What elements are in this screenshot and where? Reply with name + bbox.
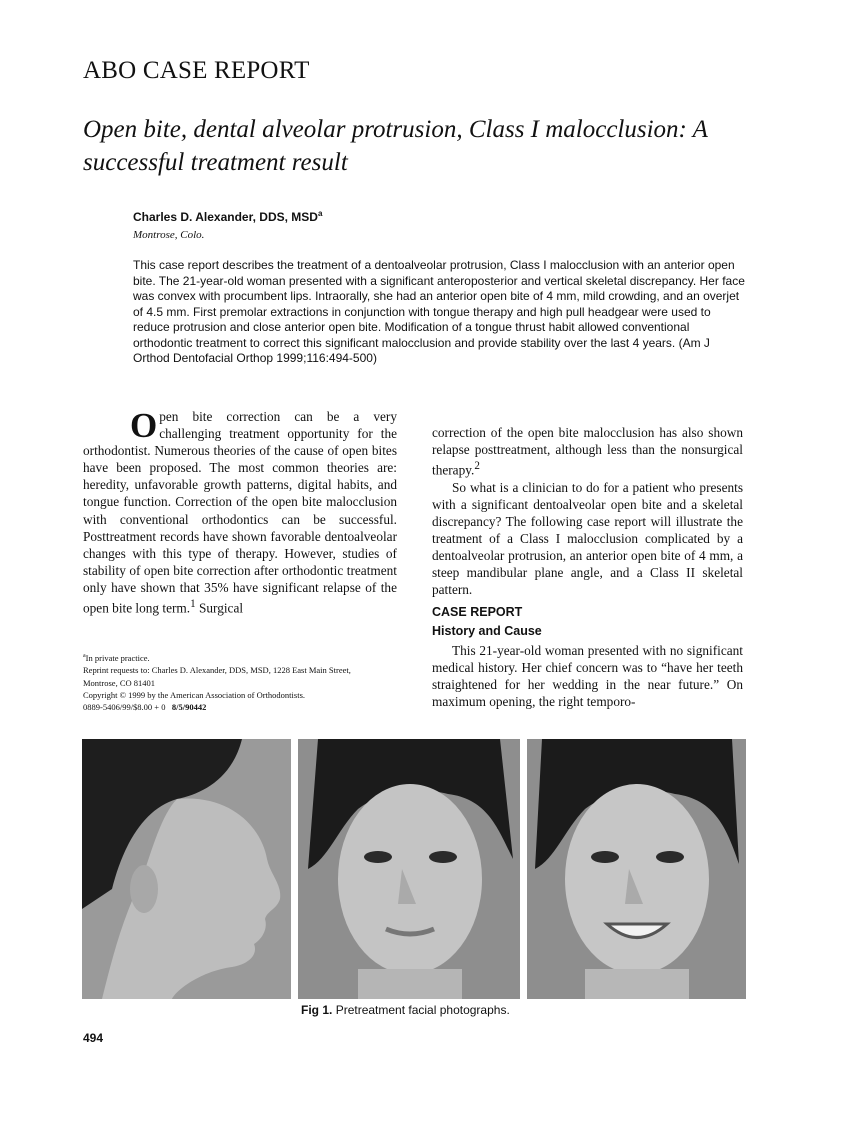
reference-marker: 1 xyxy=(190,598,196,611)
footnote-reprint: Reprint requests to: Charles D. Alexander, DDS, MSD, 1228 East Main Street, xyxy=(83,665,351,676)
intro-paragraph xyxy=(83,408,397,617)
article-code: 8/5/90442 xyxy=(171,702,207,713)
footnote-copyright: Copyright © 1999 by the American Association of Orthodontists. xyxy=(83,690,306,701)
subsection-heading: History and Cause xyxy=(432,624,542,638)
footnote-marker: a xyxy=(83,653,86,659)
figure-caption-text: Pretreatment facial photographs. xyxy=(335,1003,510,1017)
body-column-right xyxy=(432,424,743,598)
smile-photo xyxy=(527,739,746,999)
body-paragraph xyxy=(432,424,743,479)
intro-paragraph-text: pen bite correction can be a very challenging treatment opportunity for the orthodontist. Numerous theories of the cause of open bites have been proposed. The most common theories are: heredity, unfavorable growth patterns, digital habits, and tongue function. Correction of the open bite malocclusion with conventional orthodontics can be successful. Posttreatment records have shown favorable dentoalveolar changes with this type of therapy. However, studies of stability of open bite correction after orthodontic treatment only have shown that 35% have significant relapse of the open bite long term. xyxy=(83,409,397,616)
page-number: 494 xyxy=(83,1031,104,1045)
issn-text: 0889-5406/99/$8.00 + 0 xyxy=(83,702,166,713)
author-location: Montrose, Colo. xyxy=(133,229,205,241)
author-name: Charles D. Alexander, DDS, MSD xyxy=(133,210,318,224)
figure-caption xyxy=(301,1003,510,1017)
author-affiliation-marker: a xyxy=(317,209,323,218)
drop-cap: O xyxy=(130,406,158,445)
body-paragraph-text: correction of the open bite malocclusion has also shown relapse posttreatment, although less than the nonsurgical therapy. xyxy=(432,425,743,478)
footnote-text: In private practice. xyxy=(85,652,150,663)
section-heading: CASE REPORT xyxy=(432,605,523,619)
frontal-photo xyxy=(298,739,520,999)
footnote-issn xyxy=(83,701,403,713)
body-paragraph: This 21-year-old woman presented with no significant medical history. Her chief concern was to “have her teeth straightened for her wedding in the near future.” On maximum opening, the right temporo- xyxy=(432,643,743,710)
section-label: ABO CASE REPORT xyxy=(83,57,310,84)
body-column-right-continued xyxy=(432,642,743,710)
body-paragraph: So what is a clinician to do for a patient who presents with a significant dentoalveolar open bite and a skeletal discrepancy? The following case report will illustrate the treatment of a Class I malocclusion complicated by a dentoalveolar protrusion, an anterior open bite of 4 mm, a steep mandibular plane angle, and a Class II skeletal pattern. xyxy=(432,479,743,598)
author-line xyxy=(133,209,322,224)
figure-label: Fig 1. xyxy=(301,1003,333,1017)
footnote-reprint-address: Montrose, CO 81401 xyxy=(83,677,156,688)
intro-paragraph-tail: Surgical xyxy=(195,600,244,616)
profile-photo xyxy=(82,739,291,999)
body-column-left xyxy=(83,408,397,617)
article-title: Open bite, dental alveolar protrusion, Class I malocclusion: A successful treatment result xyxy=(83,116,708,176)
footnotes xyxy=(83,650,403,714)
footnote-affiliation xyxy=(83,650,403,664)
reference-marker: 2 xyxy=(474,460,480,473)
abstract: This case report describes the treatment of a dentoalveolar protrusion, Class I malocclusion with an anterior open bite. The 21-year-old woman presented with a significant anteroposterior and vertical skeletal discrepancy. Her face was convex with procumbent lips. Intraorally, she had an anterior open bite of 4 mm, mild crowding, and an overjet of 4.5 mm. First premolar extractions in conjunction with tongue therapy and high pull headgear were used to reduce protrusion and close anterior open bite. Modification of a tongue thrust habit allowed conventional orthodontic treatment to correct this significant malocclusion and provide stability over the last 4 years. (Am J Orthod Dentofacial Orthop 1999;116:494-500) xyxy=(133,258,745,365)
